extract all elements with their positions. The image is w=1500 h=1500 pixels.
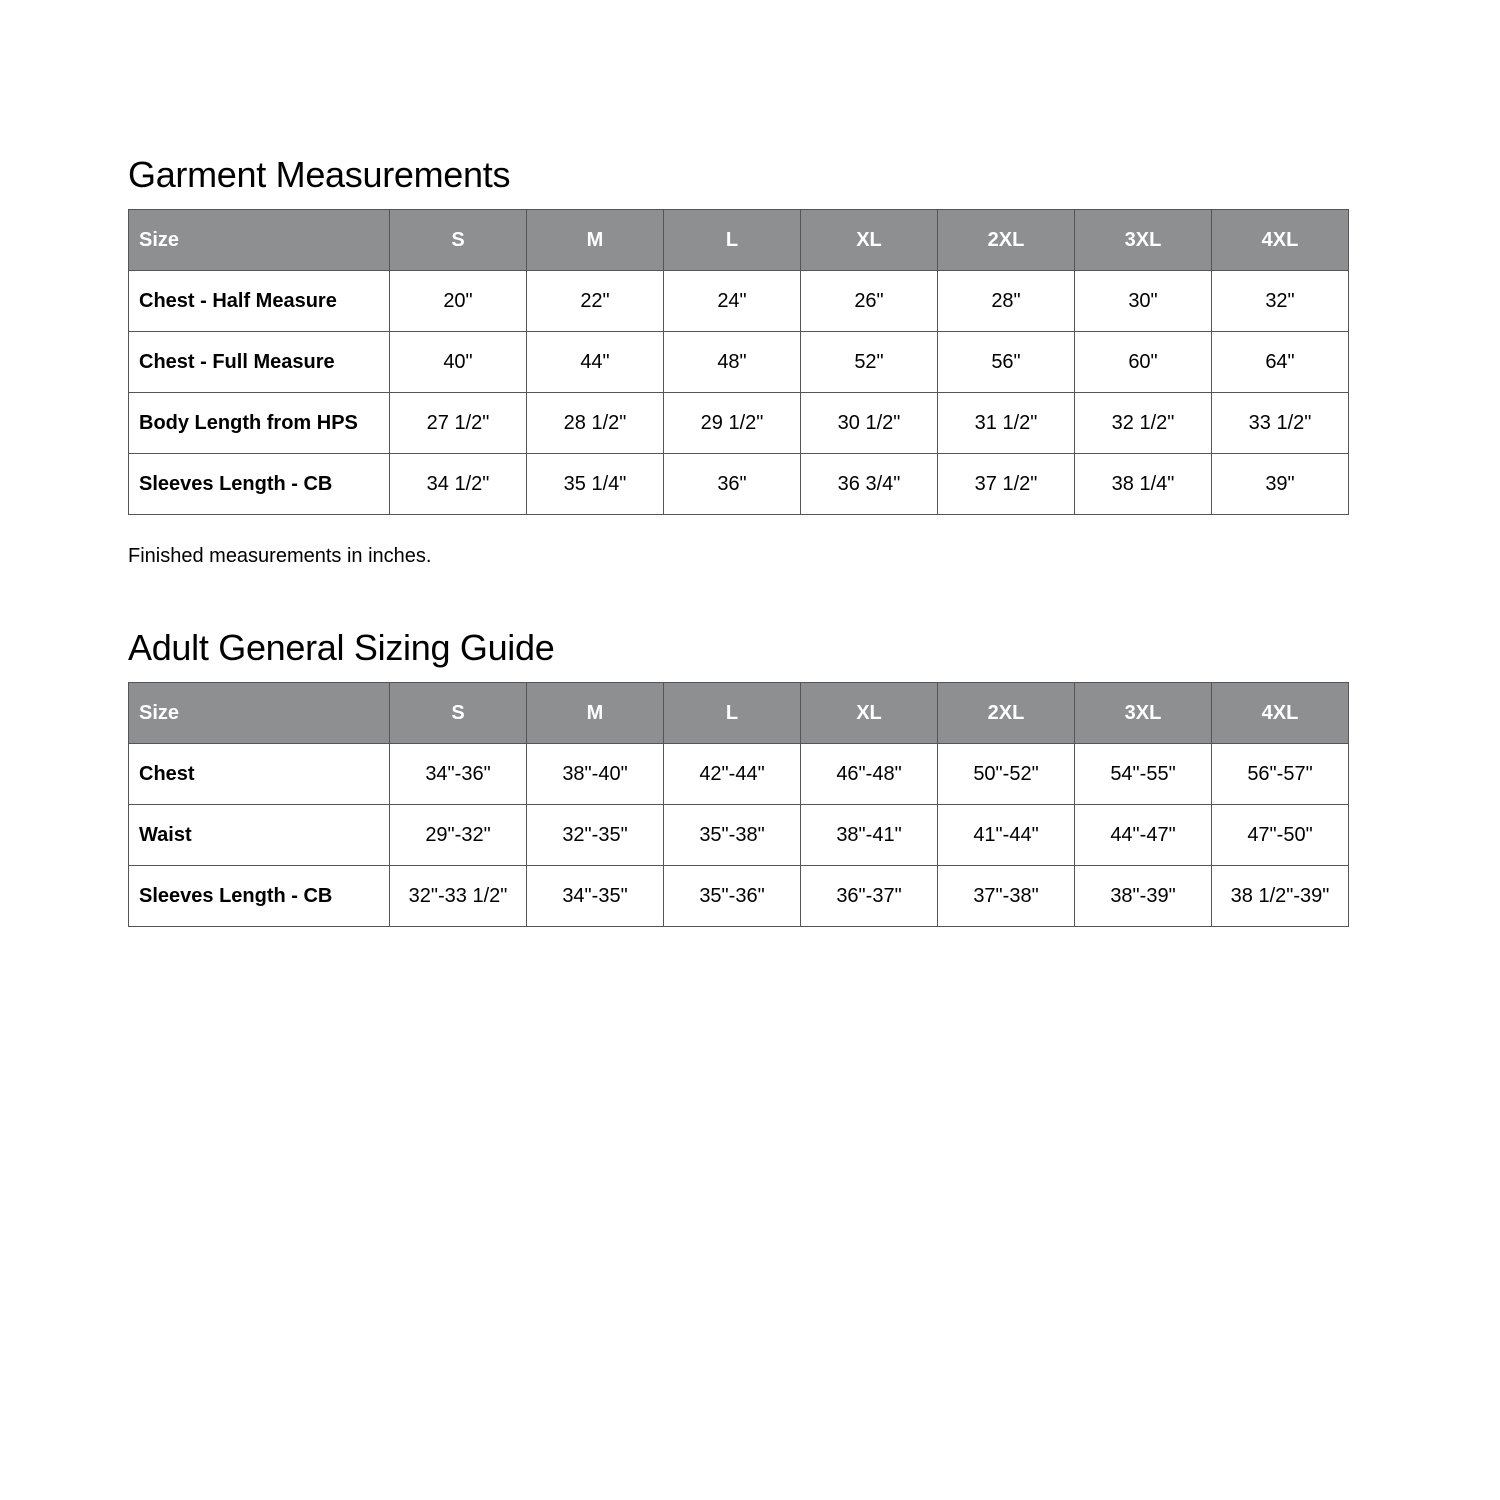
table-cell: 40"	[390, 332, 527, 393]
header-cell-3xl: 3XL	[1075, 210, 1212, 271]
table-cell: 20"	[390, 271, 527, 332]
table-cell: 39"	[1212, 454, 1349, 515]
row-label: Body Length from HPS	[129, 393, 390, 454]
table-cell: 35"-38"	[664, 805, 801, 866]
table-row	[129, 805, 1349, 866]
table-cell: 36"	[664, 454, 801, 515]
header-cell-l: L	[664, 683, 801, 744]
table-row	[129, 332, 1349, 393]
table-cell: 56"-57"	[1212, 744, 1349, 805]
table-cell: 38 1/4"	[1075, 454, 1212, 515]
table-cell: 29 1/2"	[664, 393, 801, 454]
header-cell-s: S	[390, 210, 527, 271]
table-header-row	[129, 210, 1349, 271]
table-row	[129, 744, 1349, 805]
table-cell: 60"	[1075, 332, 1212, 393]
table-cell: 44"-47"	[1075, 805, 1212, 866]
table-cell: 41"-44"	[938, 805, 1075, 866]
table-row	[129, 271, 1349, 332]
header-cell-m: M	[527, 210, 664, 271]
header-cell-2xl: 2XL	[938, 683, 1075, 744]
table-header-row	[129, 683, 1349, 744]
header-cell-xl: XL	[801, 683, 938, 744]
table-cell: 34 1/2"	[390, 454, 527, 515]
table-cell: 56"	[938, 332, 1075, 393]
header-cell-4xl: 4XL	[1212, 683, 1349, 744]
adult-sizing-guide-title: Adult General Sizing Guide	[128, 627, 555, 668]
header-cell-l: L	[664, 210, 801, 271]
table-cell: 27 1/2"	[390, 393, 527, 454]
header-cell-size: Size	[129, 210, 390, 271]
garment-measurements-title: Garment Measurements	[128, 154, 511, 195]
table-cell: 38 1/2"-39"	[1212, 866, 1349, 927]
row-label: Chest	[129, 744, 390, 805]
measurements-note: Finished measurements in inches.	[128, 545, 432, 567]
header-cell-s: S	[390, 683, 527, 744]
table-cell: 33 1/2"	[1212, 393, 1349, 454]
row-label: Waist	[129, 805, 390, 866]
table-cell: 32"-35"	[527, 805, 664, 866]
table-cell: 47"-50"	[1212, 805, 1349, 866]
header-cell-m: M	[527, 683, 664, 744]
row-label: Sleeves Length - CB	[129, 866, 390, 927]
table-row	[129, 866, 1349, 927]
table-cell: 38"-40"	[527, 744, 664, 805]
table-cell: 30"	[1075, 271, 1212, 332]
adult-sizing-guide-table	[128, 682, 1349, 927]
table-cell: 24"	[664, 271, 801, 332]
table-row	[129, 454, 1349, 515]
table-cell: 22"	[527, 271, 664, 332]
table-cell: 52"	[801, 332, 938, 393]
table-cell: 46"-48"	[801, 744, 938, 805]
header-cell-2xl: 2XL	[938, 210, 1075, 271]
table-cell: 64"	[1212, 332, 1349, 393]
table-cell: 42"-44"	[664, 744, 801, 805]
table-cell: 38"-39"	[1075, 866, 1212, 927]
table-cell: 35 1/4"	[527, 454, 664, 515]
table-cell: 32"	[1212, 271, 1349, 332]
table-cell: 50"-52"	[938, 744, 1075, 805]
table-cell: 37 1/2"	[938, 454, 1075, 515]
table-cell: 38"-41"	[801, 805, 938, 866]
table-cell: 28 1/2"	[527, 393, 664, 454]
table-cell: 28"	[938, 271, 1075, 332]
header-cell-3xl: 3XL	[1075, 683, 1212, 744]
header-cell-size: Size	[129, 683, 390, 744]
header-cell-xl: XL	[801, 210, 938, 271]
table-cell: 54"-55"	[1075, 744, 1212, 805]
table-cell: 32"-33 1/2"	[390, 866, 527, 927]
table-cell: 36"-37"	[801, 866, 938, 927]
row-label: Chest - Full Measure	[129, 332, 390, 393]
table-cell: 29"-32"	[390, 805, 527, 866]
garment-measurements-table	[128, 209, 1349, 515]
table-cell: 34"-36"	[390, 744, 527, 805]
table-cell: 37"-38"	[938, 866, 1075, 927]
row-label: Chest - Half Measure	[129, 271, 390, 332]
table-cell: 36 3/4"	[801, 454, 938, 515]
row-label: Sleeves Length - CB	[129, 454, 390, 515]
table-cell: 26"	[801, 271, 938, 332]
table-cell: 34"-35"	[527, 866, 664, 927]
header-cell-4xl: 4XL	[1212, 210, 1349, 271]
table-cell: 44"	[527, 332, 664, 393]
table-cell: 35"-36"	[664, 866, 801, 927]
table-cell: 30 1/2"	[801, 393, 938, 454]
table-cell: 31 1/2"	[938, 393, 1075, 454]
table-row	[129, 393, 1349, 454]
table-cell: 48"	[664, 332, 801, 393]
table-cell: 32 1/2"	[1075, 393, 1212, 454]
